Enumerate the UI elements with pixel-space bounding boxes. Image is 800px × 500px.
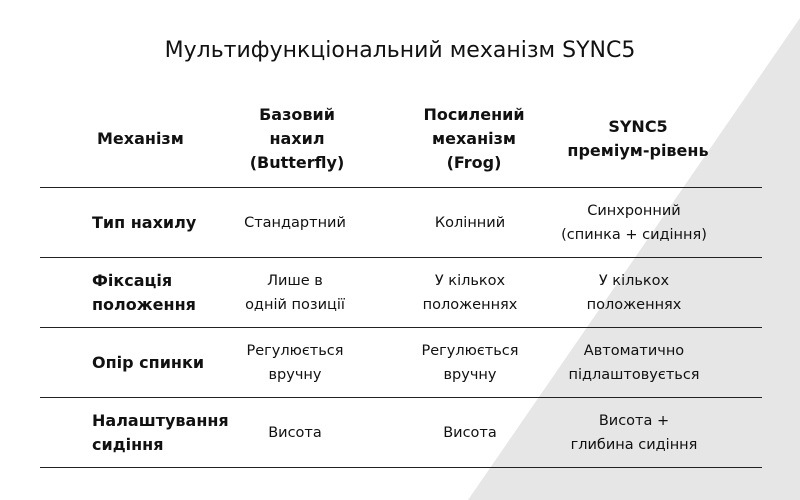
table-row bbox=[40, 258, 762, 328]
header-cell-basic: Базовий нахил (Butterfly) bbox=[249, 104, 345, 172]
row-label: Налаштування сидіння bbox=[92, 410, 229, 454]
header-cell-mechanism: Механізм bbox=[97, 128, 184, 148]
table-cell: У кількох положеннях bbox=[586, 272, 682, 313]
header-cell-enhanced: Посилений механізм (Frog) bbox=[423, 104, 525, 172]
comparison-table bbox=[40, 90, 762, 468]
row-label: Фіксація положення bbox=[92, 270, 196, 314]
header-cell-sync5: SYNC5 преміум-рівень bbox=[567, 116, 709, 160]
table-cell: Лише в одній позиції bbox=[245, 272, 345, 313]
table-cell: Колінний bbox=[434, 214, 506, 231]
table-row bbox=[40, 328, 762, 398]
row-label: Опір спинки bbox=[92, 352, 205, 372]
row-label: Тип нахилу bbox=[92, 212, 197, 232]
table-cell: Висота bbox=[268, 424, 322, 441]
table-cell: Синхронний (спинка + сидіння) bbox=[561, 202, 707, 243]
table-row bbox=[40, 188, 762, 258]
table-row bbox=[40, 398, 762, 468]
table-cell: Регулюється вручну bbox=[246, 342, 344, 383]
table-cell: Стандартний bbox=[244, 214, 346, 231]
table-cell: Регулюється вручну bbox=[421, 342, 519, 383]
table-cell: У кількох положеннях bbox=[422, 272, 518, 313]
table-cell: Автоматично підлаштовується bbox=[568, 342, 700, 383]
table-cell: Висота + глибина сидіння bbox=[570, 412, 698, 453]
table-cell: Висота bbox=[443, 424, 497, 441]
table-header-row bbox=[40, 90, 762, 188]
page-title: Мультифункціональний механізм SYNC5 bbox=[164, 38, 636, 63]
